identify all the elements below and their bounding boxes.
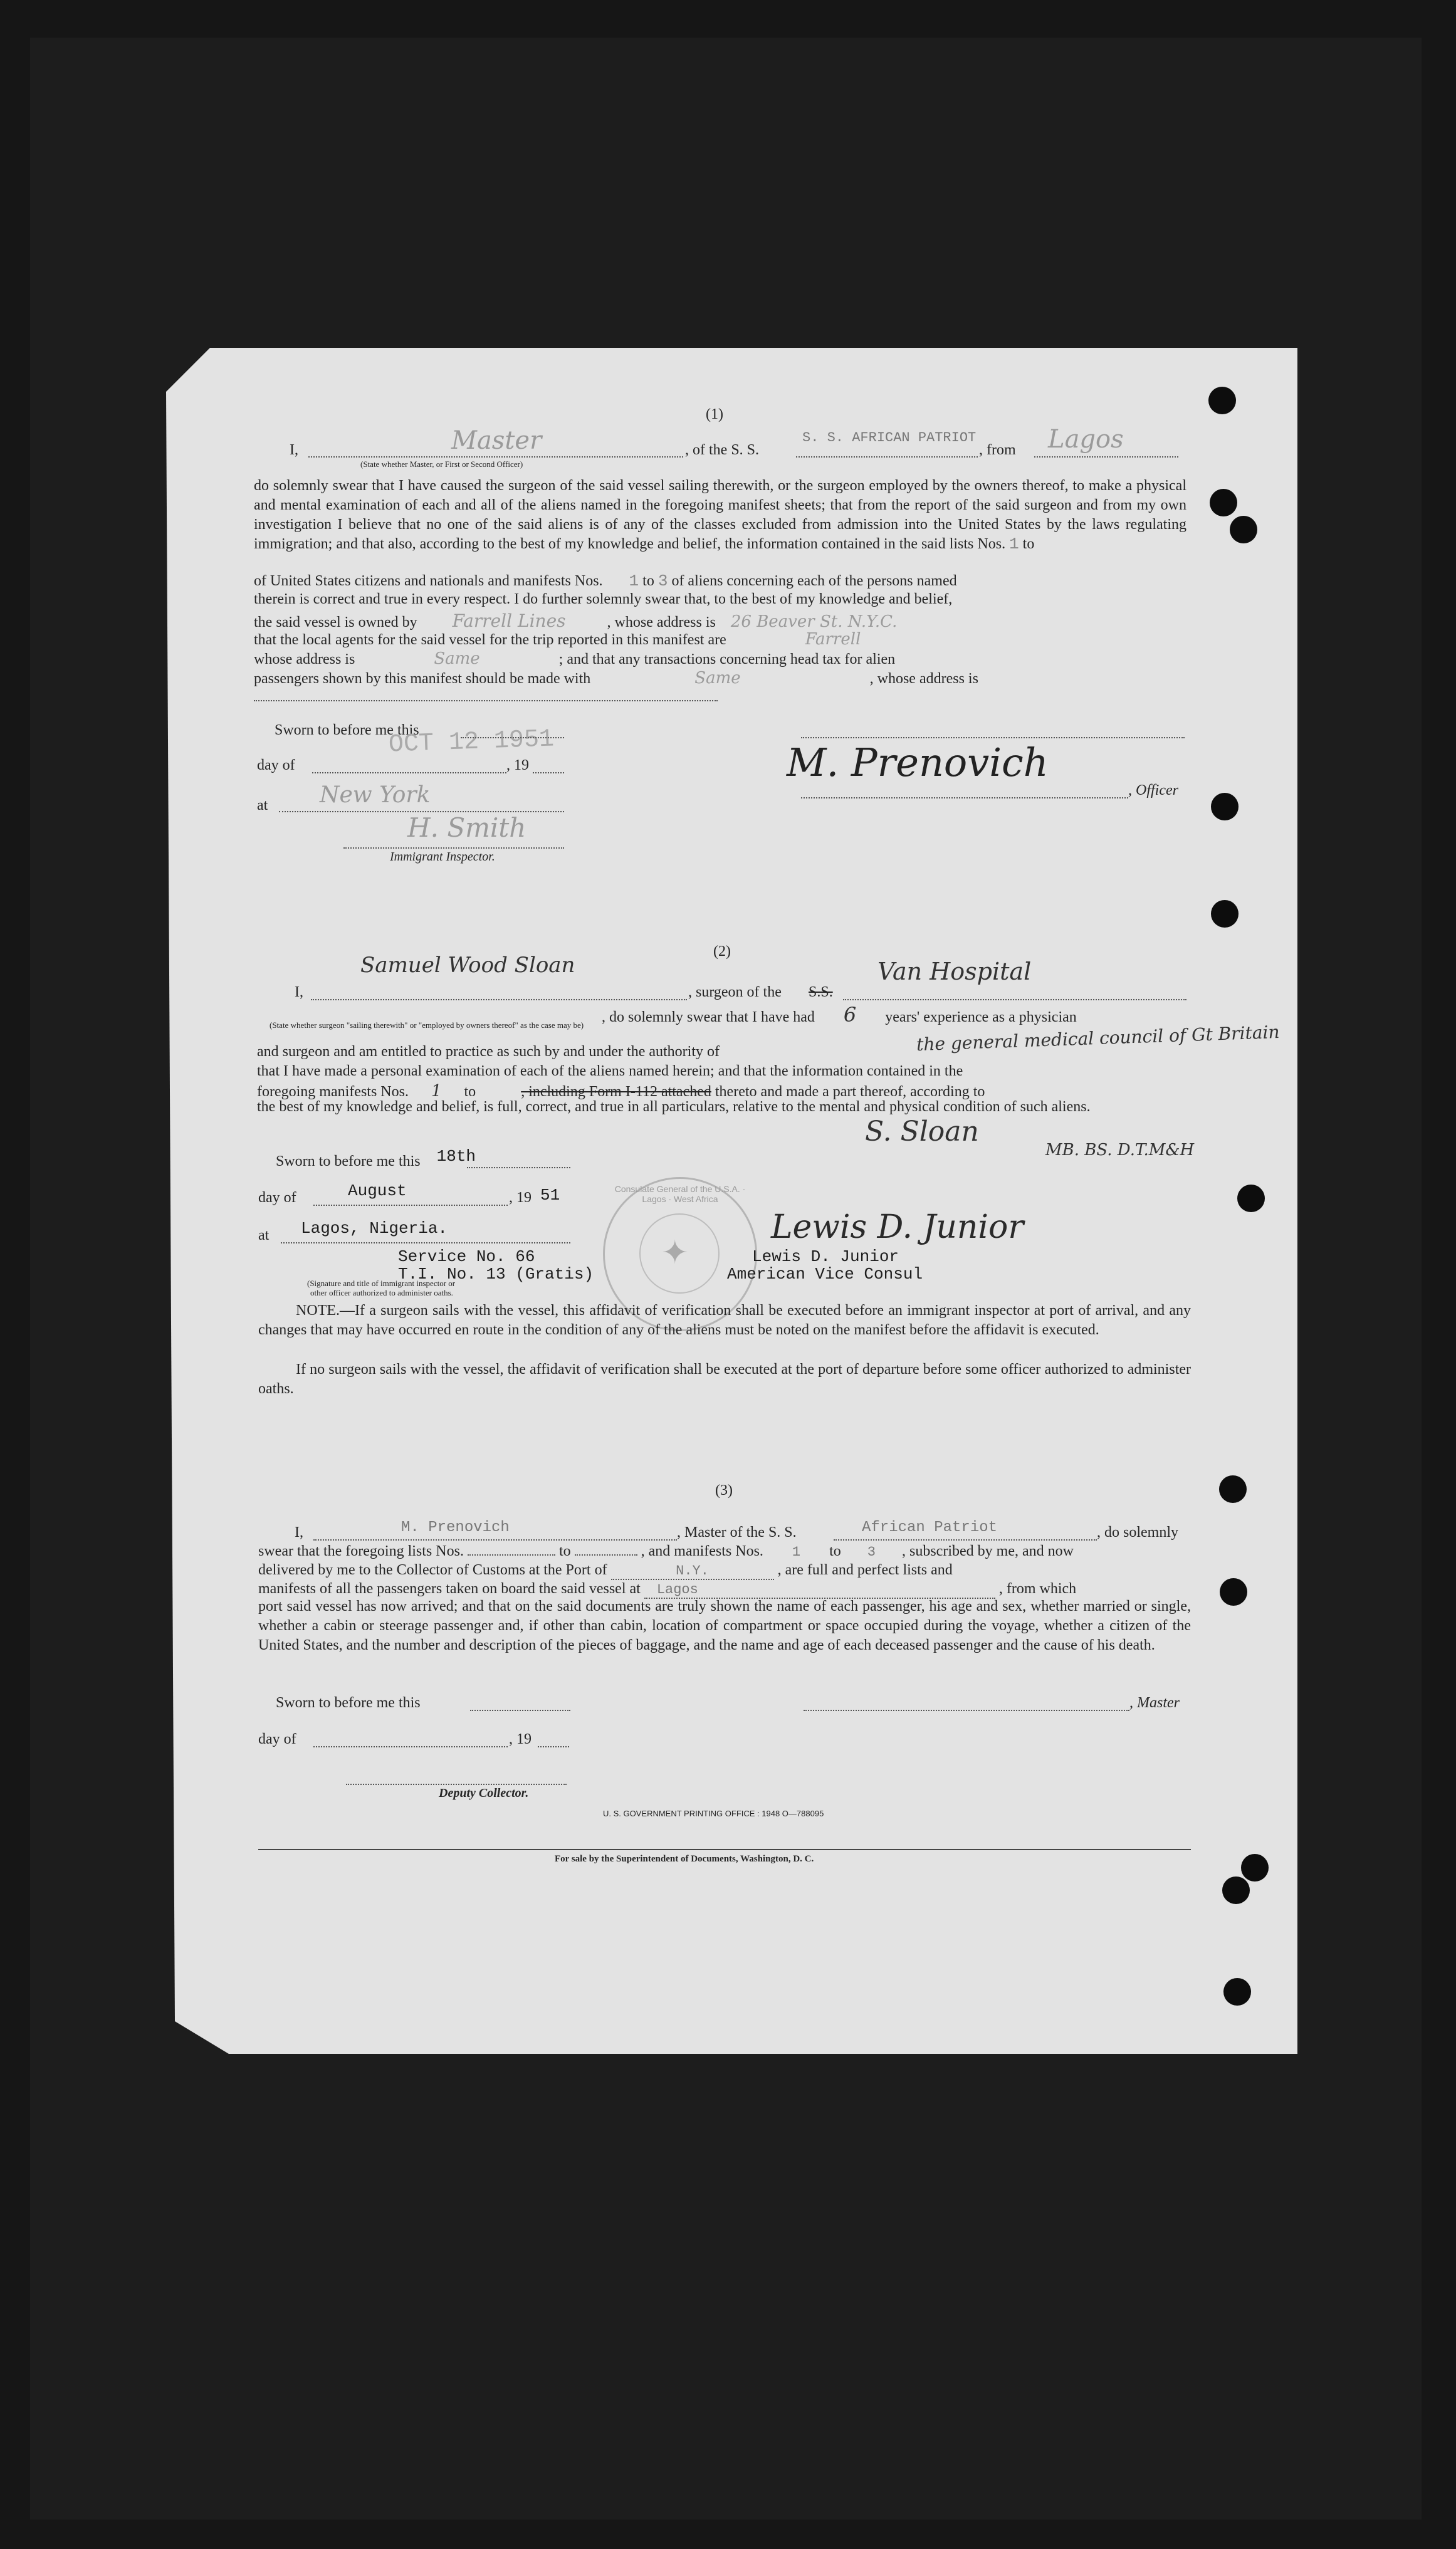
sec3-line-1 [295,1524,303,1541]
sec2-year: 51 [540,1186,560,1205]
sec1-port-line [1034,456,1178,458]
sec2-surgeon-signature: S. Sloan [865,1116,979,1148]
punch-hole [1237,1185,1265,1212]
sec1-line-f [254,669,978,688]
sec2-note-2: If no surgeon sails with the vessel, the affidavit of verification shall be executed at the port of departure before some officer authorized to administer oaths. [258,1361,1191,1397]
sec3-master-label: , Master [1129,1695,1180,1711]
sec2-thereto-text: thereto and made a part thereof, according to [715,1084,985,1100]
sec1-day-of: day of [257,757,295,773]
sec2-at: at [258,1227,270,1243]
sec1-headtax-address-label: , whose address is [869,671,978,687]
sec1-oath-paragraph [254,476,1186,554]
sec3-vessel: African Patriot [862,1519,998,1536]
sec2-at-line [281,1242,570,1243]
sec3-taken-aboard-label: manifests of all the passengers taken on board the said vessel at [258,1581,641,1597]
sec1-manifests-to: 3 [657,572,668,590]
sec3-collector-caption: Deputy Collector. [439,1786,529,1800]
sec1-agents-address-handwriting: Same [434,649,480,668]
sec3-solemnly: , do solemnly [1097,1524,1178,1541]
sec2-hospital-line [843,999,1186,1000]
sec3-day-line [313,1746,508,1747]
sec2-surgeon-of: , surgeon of the [688,984,782,1000]
sec2-sworn [276,1147,476,1171]
sale-notice: For sale by the Superintendent of Documents, Washington, D. C. [555,1854,814,1864]
sec1-i: I, [290,442,298,458]
sec1-owner-handwriting: Farrell Lines [452,610,566,631]
punch-hole [1230,516,1257,543]
sec3-manifests-from: 1 [792,1544,801,1560]
sec1-to-2: to [642,573,654,589]
sec1-day-line [312,772,506,773]
sec1-line-a [254,572,957,590]
sec1-owner-address-handwriting: 26 Beaver St. N.Y.C. [730,612,898,631]
sec2-to: to [464,1084,476,1100]
sec1-line-a2-text: of aliens concerning each of the persons named [671,573,957,589]
sec1-officer-handwriting: Master [451,426,542,455]
sec1-agents-handwriting: Farrell [805,630,861,649]
sec1-agents-address-label: whose address is [254,651,355,667]
punch-hole [1219,1475,1247,1503]
sec1-lists-from: 1 [1009,535,1019,553]
sec3-manifests-label: , and manifests Nos. [641,1543,763,1559]
sec3-manifests-to: 3 [867,1544,876,1560]
sec2-consul-title: American Vice Consul [727,1265,923,1284]
sec1-officer-line [308,456,683,458]
punch-hole [1211,793,1239,820]
sec1-officer-sig-line [801,797,1128,798]
punch-hole [1208,387,1236,414]
sec2-manifests-label: foregoing manifests Nos. [257,1084,409,1100]
sec1-inspector-signature: H. Smith [407,812,526,843]
sec3-year-line [538,1746,569,1747]
sec3-line-3 [258,1562,953,1580]
sec1-manifests-from: 1 [629,572,639,590]
sec2-physician-text: years' experience as a physician [885,1009,1077,1025]
sec1-line-a-text: of United States citizens and nationals and manifests Nos. [254,573,603,589]
sec1-line-d [254,630,861,649]
sec2-authority-handwriting: the general medical council of Gt Britain [916,1021,1281,1055]
sec3-lists-label: swear that the foregoing lists Nos. [258,1543,464,1559]
sec3-line-4 [258,1581,1076,1599]
sec2-years-handwriting: 6 [843,1003,857,1027]
sec1-at: at [257,797,268,814]
sec3-master-line [313,1539,677,1541]
sec2-sworn-line [467,1167,570,1168]
sec1-sworn-line [461,737,564,738]
sec1-line-e [254,649,895,668]
sec1-headtax-handwriting: Same [694,669,741,688]
footer-rule [258,1849,1191,1850]
sec3-year: , 19 [509,1731,532,1747]
sec2-consul-signature: Lewis D. Junior [771,1208,1024,1246]
sec1-owned-by: the said vessel is owned by [254,614,417,631]
sec1-vessel-line [796,456,978,458]
sec2-sig-caption-2: other officer authorized to administer oaths. [310,1288,453,1297]
sec2-surgeon-name-handwriting: Samuel Wood Sloan [360,953,575,978]
sec1-headtax-text: ; and that any transactions concerning head tax for alien [558,651,896,667]
sec1-owner-address-label: , whose address is [607,614,716,631]
sec3-sworn-line [470,1710,570,1711]
sec3-collector-line [346,1784,567,1785]
sec2-sworn-day: 18th [436,1147,476,1166]
sec2-line-c: that I have made a personal examination of each of the aliens named herein; and that the information contained in the [257,1063,963,1079]
sec2-day-line [313,1205,508,1206]
sec1-headtax-label: passengers shown by this manifest should be made with [254,671,591,687]
sec2-line-a [602,1003,1077,1027]
sec1-inspector-caption: Immigrant Inspector. [390,850,495,864]
sec3-full-lists-text: , are full and perfect lists and [777,1562,953,1578]
sec1-year: , 19 [506,757,529,773]
sec1-of-ss: , of the S. S. [685,442,760,458]
punch-hole [1222,1876,1250,1904]
sec3-line-2 [258,1543,1074,1560]
sec3-subscribed-text: , subscribed by me, and now [902,1543,1074,1559]
sec1-address-continuation-line [254,700,718,701]
sec1-blank-line [801,737,1185,738]
sec1-date-stamp: OCT 12 1951 [388,725,555,760]
sec2-form-struck: , including Form I-112 attached [521,1084,711,1100]
sec3-day-of: day of [258,1731,296,1747]
sec2-line-e: the best of my knowledge and belief, is full, correct, and true in all particulars, relative to the mental and physical condition of such aliens. [257,1099,1091,1115]
sec3-to-2: to [829,1543,841,1559]
sec2-year-prefix: , 19 [509,1190,532,1206]
sec1-place-handwriting: New York [320,782,431,808]
sec3-body: port said vessel has now arrived; and that on the said documents are truly shown the name of each passenger, his age and sex, whether married or single, whether a cabin or steerage passenger and, if other than cabin, location of compartment or space occupied during the voyage, whether a citizen of the United States, and the number and description of the pieces of baggage, and the name and age of each deceased passenger and the cause of his death. [258,1598,1191,1653]
section-1-number: (1) [706,406,723,422]
sec2-i: I, [295,984,303,1000]
sec1-to: to [1022,536,1035,552]
sec2-consul-name: Lewis D. Junior [752,1247,899,1266]
punch-hole [1223,1978,1251,2006]
sec3-collector-label: delivered by me to the Collector of Customs at the Port of [258,1562,607,1578]
section-3-number: (3) [715,1482,733,1499]
sec2-caption: (State whether surgeon "sailing therewith" or "employed by owners thereof" as the case may be) [270,1020,584,1030]
sec3-port: N.Y. [611,1563,774,1580]
sec1-from: , from [979,442,1016,458]
sec2-month: August [348,1181,407,1200]
sec3-master-sig-line [804,1710,1129,1711]
sec3-master-of: , Master of the S. S. [677,1524,797,1541]
punch-hole [1210,489,1237,516]
sec2-sworn-label: Sworn to before me this [276,1153,421,1170]
sec1-line-c [254,610,897,631]
sec1-vessel-stamp: S. S. AFRICAN PATRIOT [802,430,977,446]
sec2-note-1: NOTE.—If a surgeon sails with the vessel, this affidavit of verification shall be executed before an immigrant inspector at port of arrival, and any changes that may have occurred en route in the condition of any of the aliens must be noted on the manifest before the affidavit is executed. [258,1302,1191,1338]
sec2-manifest-from-handwriting: 1 [431,1082,442,1101]
section-2-number: (2) [713,943,731,960]
sec2-place: Lagos, Nigeria. [301,1219,448,1238]
sec2-experience-text: , do solemnly swear that I have had [602,1009,815,1025]
sec2-fee-line: T.I. No. 13 (Gratis) [398,1265,594,1284]
sec3-vessel-line [834,1539,1097,1541]
sec2-day-of: day of [258,1190,296,1206]
sec3-sworn: Sworn to before me this [276,1695,421,1711]
sec1-year-line [533,772,564,773]
sec2-surgeon-name-line [311,999,687,1000]
sec1-inspector-line [343,847,564,849]
sec1-port-handwriting: Lagos [1048,425,1124,454]
sec1-sworn: Sworn to before me this [275,722,419,738]
eagle-icon: ✦ [661,1235,689,1271]
punch-hole [1211,900,1239,928]
punch-hole [1241,1854,1269,1882]
sec3-to: to [558,1543,571,1559]
sec1-officer-signature: M. Prenovich [787,740,1049,785]
sec2-struck-ss: S.S. [809,984,833,1000]
sec2-qualifications-handwriting: MB. BS. D.T.M&H [1045,1141,1195,1159]
sec3-from-which-text: , from which [998,1581,1077,1597]
sec2-sig-caption-1: (Signature and title of immigrant inspector or [307,1279,456,1288]
sec3-from-port: Lagos [644,1582,995,1599]
sec1-line-b: therein is correct and true in every respect. I do further solemnly swear that, to the best of my knowledge and belief, [254,591,953,607]
sec2-hospital-handwriting: Van Hospital [877,958,1032,985]
punch-hole [1220,1578,1247,1606]
seal-text: Consulate General of the U.S.A. · Lagos · West Africa [614,1184,746,1204]
sec1-state-caption: (State whether Master, or First or Second Officer) [360,459,523,469]
gpo-imprint: U. S. GOVERNMENT PRINTING OFFICE : 1948 O—788095 [603,1809,824,1818]
sec1-oath-body: do solemnly swear that I have caused the surgeon of the said vessel sailing therewith, or the surgeon employed by the owners thereof, to make a physical and mental examination of each and all of the aliens named in the foregoing manifest sheets; that from the report of the said surgeon and from my own investigation I believe that no one of the said aliens is of any of the classes excluded from admission into the United States by the laws regulating immigration; and that also, according to the best of my knowledge and belief, the information contained in the said lists Nos. [254,478,1186,552]
sec1-agents-label: that the local agents for the said vessel for the trip reported in this manifest are [254,632,726,648]
sec3-i: I, [295,1524,303,1541]
sec2-line-b: and surgeon and am entitled to practice as such by and under the authority of [257,1044,720,1060]
sec1-officer-label: , Officer [1128,782,1178,798]
sec3-master-name: M. Prenovich [401,1519,510,1536]
sec2-service-no: Service No. 66 [398,1247,535,1266]
